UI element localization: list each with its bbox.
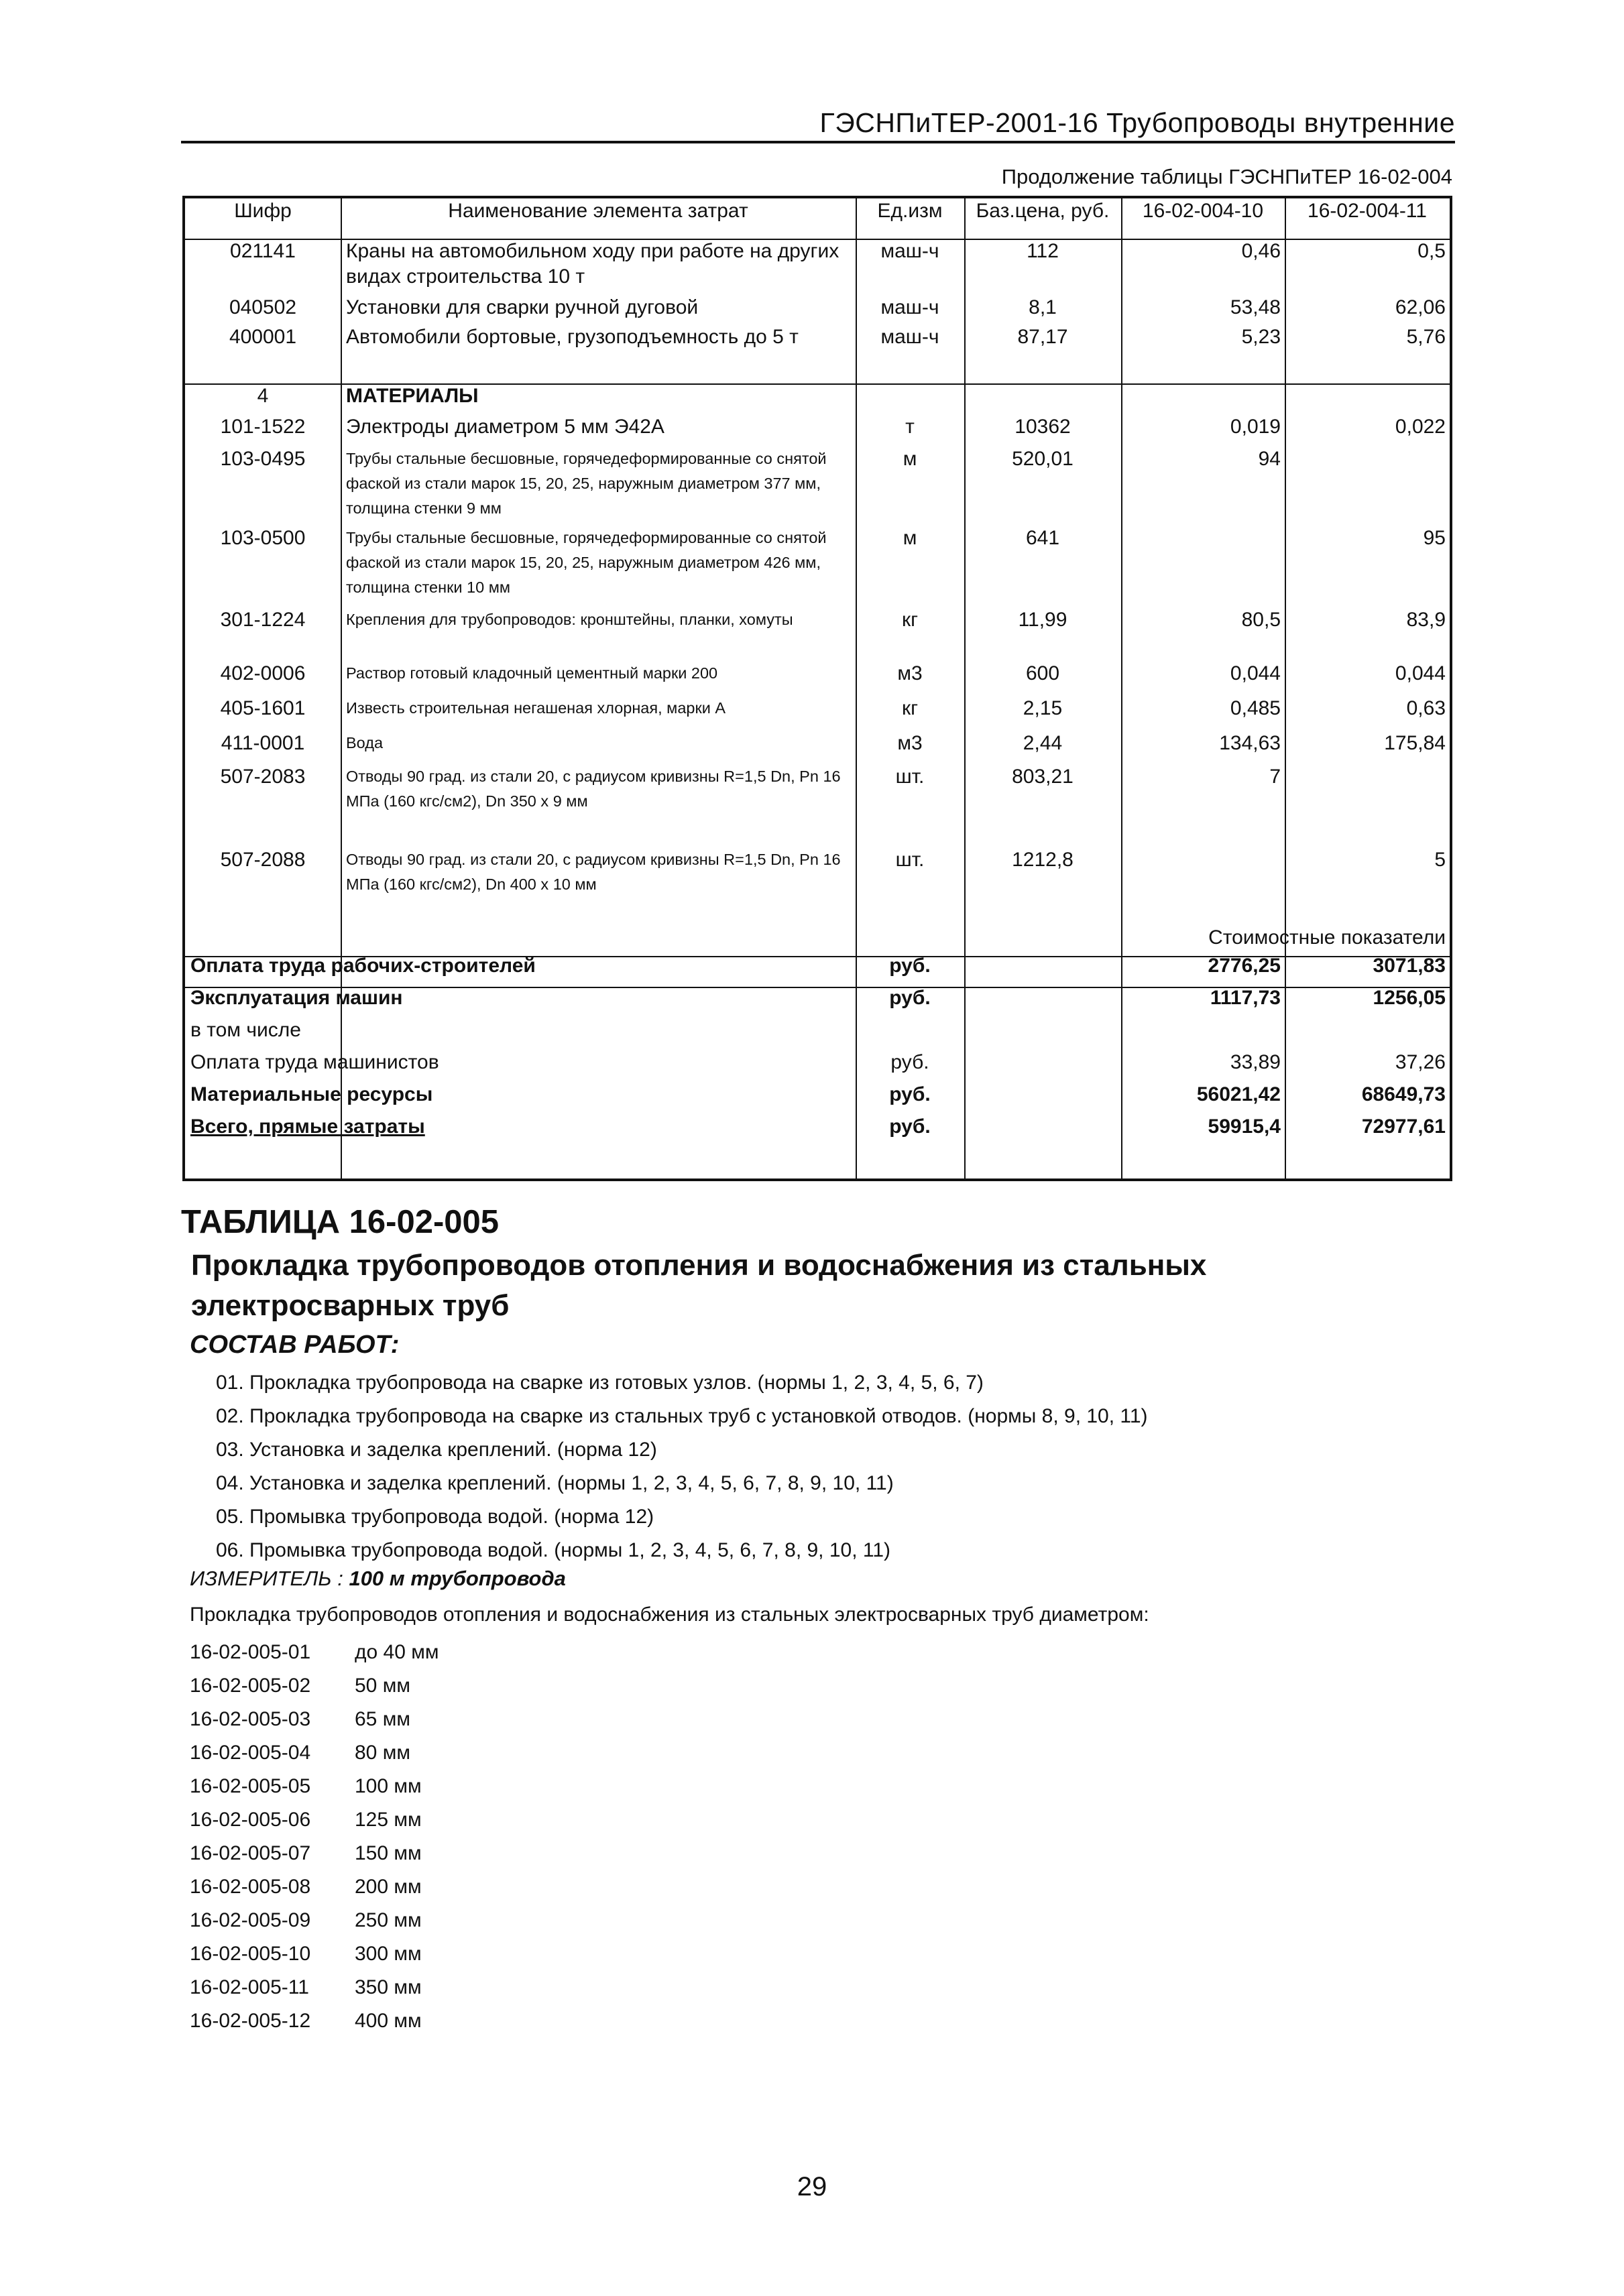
size-code: 16-02-005-02 — [190, 1675, 311, 1697]
cell-norm-10: 56021,42 — [1196, 1083, 1281, 1105]
size-code: 16-02-005-10 — [190, 1943, 311, 1965]
cost-row — [185, 1050, 1450, 1082]
cell-price: 10362 — [1014, 416, 1071, 438]
cell-unit: руб. — [889, 1115, 931, 1138]
cell-norm-10: 5,23 — [1241, 326, 1281, 348]
size-code: 16-02-005-09 — [190, 1909, 311, 1931]
cell-norm-10: 33,89 — [1230, 1051, 1281, 1073]
cell-norm-11: 37,26 — [1395, 1051, 1446, 1073]
cell-norm-11: 0,022 — [1395, 416, 1446, 438]
cell-norm-10: 0,044 — [1230, 662, 1281, 684]
cell-code: 103-0495 — [220, 448, 306, 470]
cell-norm-11: 0,5 — [1417, 240, 1446, 262]
col-header-name: Наименование элемента затрат — [448, 200, 748, 222]
material-row — [185, 731, 1450, 764]
cell-norm-11: 62,06 — [1395, 296, 1446, 318]
cost-label: Всего, прямые затраты — [190, 1115, 425, 1138]
cell-code: 301-1224 — [220, 609, 306, 631]
cost-label: Оплата труда машинистов — [190, 1051, 439, 1073]
spacer-row — [185, 365, 1450, 383]
cell-unit: маш-ч — [880, 326, 939, 348]
header-rule — [181, 141, 1455, 143]
cell-norm-11: 5,76 — [1406, 326, 1446, 348]
cost-row — [185, 1082, 1450, 1114]
cell-price: 803,21 — [1012, 766, 1074, 788]
cell-norm-11: 0,63 — [1406, 697, 1446, 719]
cell-price: 8,1 — [1029, 296, 1057, 318]
page-number: 29 — [797, 2172, 827, 2201]
sizes-intro: Прокладка трубопроводов отопления и водоснабжения из стальных электросварных труб диаметром: — [190, 1604, 1149, 1626]
size-row — [190, 1837, 439, 1870]
col-header-norm-11: 16-02-004-11 — [1308, 200, 1427, 222]
cell-code: 405-1601 — [220, 697, 306, 719]
cell-price: 87,17 — [1017, 326, 1068, 348]
cell-norm-11: 1256,05 — [1373, 987, 1446, 1009]
size-code: 16-02-005-06 — [190, 1809, 311, 1831]
size-value: 125 мм — [355, 1809, 422, 1831]
composition-title: СОСТАВ РАБОТ: — [190, 1331, 400, 1359]
cell-unit: руб. — [890, 1051, 929, 1073]
cell-norm-10: 2776,25 — [1208, 955, 1281, 977]
work-item: 01. Прокладка трубопровода на сварке из готовых узлов. (нормы 1, 2, 3, 4, 5, 6, 7) — [216, 1372, 984, 1394]
size-value: 50 мм — [355, 1675, 410, 1697]
cell-name: Установки для сварки ручной дуговой — [346, 296, 699, 318]
table-header-row — [185, 198, 1450, 239]
col-header-price: Баз.цена, руб. — [976, 200, 1110, 222]
cell-name — [341, 922, 856, 953]
size-row — [190, 1904, 439, 1937]
measure-unit — [190, 1567, 566, 1591]
size-value: 80 мм — [355, 1742, 410, 1764]
cell-price: 600 — [1025, 662, 1060, 684]
cell-price — [964, 383, 1121, 414]
cell-price — [964, 953, 1121, 985]
size-row — [190, 1803, 439, 1837]
cell-name: Отводы 90 град. из стали 20, с радиусом кривизны R=1,5 Dn, Pn 16 МПа (160 кгс/см2), Dn 400 x 10 мм — [346, 851, 841, 893]
cost-label: Материальные ресурсы — [190, 1083, 433, 1105]
cell-norm-11: 0,044 — [1395, 662, 1446, 684]
cell-price: 112 — [1027, 240, 1059, 262]
size-row — [190, 1770, 439, 1803]
cost-header-row — [185, 922, 1450, 953]
material-row — [185, 607, 1450, 661]
cell-norm-11 — [1285, 1018, 1450, 1050]
size-code: 16-02-005-04 — [190, 1742, 311, 1764]
table-grid — [185, 198, 1450, 1146]
size-code: 16-02-005-12 — [190, 2010, 311, 2032]
cell-name: Раствор готовый кладочный цементный марки 200 — [346, 664, 718, 682]
machine-row — [185, 239, 1450, 295]
cell-norm-10 — [1121, 526, 1285, 607]
cell-price — [964, 1082, 1121, 1114]
material-row — [185, 764, 1450, 847]
cell-norm-10: 0,46 — [1241, 240, 1281, 262]
cell-unit: кг — [901, 609, 919, 631]
size-row — [190, 1669, 439, 1703]
cost-row — [185, 985, 1450, 1018]
materials-header-row — [185, 383, 1450, 414]
cell-name: Трубы стальные бесшовные, горячедеформированные со снятой фаской из стали марок 15, 20, 25, наружным диаметром 426 мм, толщина стенки 10 мм — [346, 529, 827, 596]
size-code: 16-02-005-08 — [190, 1876, 311, 1898]
cell-norm-10: 59915,4 — [1208, 1115, 1281, 1138]
cost-label: Эксплуатация машин — [190, 987, 403, 1009]
material-row — [185, 446, 1450, 526]
cell-code: 507-2088 — [220, 849, 306, 871]
cell-price: 1212,8 — [1012, 849, 1074, 871]
cell-name: Вода — [346, 734, 384, 751]
cell-price: 11,99 — [1018, 609, 1067, 631]
cost-row — [185, 953, 1450, 985]
size-row — [190, 2004, 439, 2038]
cell-norm-11 — [1285, 383, 1450, 414]
machine-row — [185, 324, 1450, 365]
cell-code: 040502 — [229, 296, 297, 318]
material-row — [185, 696, 1450, 731]
size-row — [190, 1971, 439, 2004]
section-subtitle: Прокладка трубопроводов отопления и водоснабжения из стальных электросварных труб — [191, 1249, 1207, 1322]
cell-unit: маш-ч — [880, 240, 939, 262]
cell-norm-11: 5 — [1434, 849, 1446, 871]
cell-name: Краны на автомобильном ходу при работе на других видах строительства 10 т — [346, 240, 839, 288]
cell-norm-11: 175,84 — [1384, 732, 1446, 754]
cell-unit: руб. — [889, 1083, 931, 1105]
size-row — [190, 1937, 439, 1971]
size-value: 400 мм — [355, 2010, 422, 2032]
size-value: 350 мм — [355, 1976, 422, 1998]
cell-unit: м3 — [897, 662, 923, 684]
size-value: 200 мм — [355, 1876, 422, 1898]
cell-norm-10: 7 — [1269, 766, 1281, 788]
col-header-unit: Ед.изм — [877, 200, 943, 222]
cell-price — [964, 922, 1121, 953]
resource-table — [182, 196, 1452, 1181]
cell-unit: руб. — [889, 955, 931, 977]
cell-price: 641 — [1025, 527, 1060, 549]
cell-norm-10 — [1121, 1018, 1285, 1050]
cell-norm-11: 95 — [1423, 527, 1446, 549]
cell-unit — [856, 383, 964, 414]
cell-name: Отводы 90 град. из стали 20, с радиусом кривизны R=1,5 Dn, Pn 16 МПа (160 кгс/см2), Dn 350 x 9 мм — [346, 768, 841, 810]
cell-unit: т — [905, 416, 915, 438]
measure-label: ИЗМЕРИТЕЛЬ : — [190, 1567, 343, 1590]
work-item: 02. Прокладка трубопровода на сварке из стальных труб с установкой отводов. (нормы 8, 9, 10, 11) — [216, 1405, 1148, 1427]
cell-norm-10: 134,63 — [1219, 732, 1281, 754]
works-list — [216, 1366, 1148, 1567]
cell-norm-11 — [1285, 446, 1450, 526]
size-value: 65 мм — [355, 1708, 410, 1730]
sizes-list — [190, 1636, 439, 2038]
cell-name: Известь строительная негашеная хлорная, марки А — [346, 699, 726, 717]
work-item: 05. Промывка трубопровода водой. (норма 12) — [216, 1506, 654, 1528]
cell-code: 101-1522 — [220, 416, 306, 438]
cell-price — [964, 985, 1121, 1018]
cell-price: 2,15 — [1023, 697, 1063, 719]
size-code: 16-02-005-03 — [190, 1708, 311, 1730]
cell-price — [964, 1018, 1121, 1050]
size-row — [190, 1703, 439, 1736]
cell-unit: м3 — [897, 732, 923, 754]
cell-price — [964, 1050, 1121, 1082]
material-row — [185, 847, 1450, 922]
col-header-norm-10: 16-02-004-10 — [1142, 200, 1264, 222]
cost-row — [185, 1114, 1450, 1146]
cell-unit: руб. — [889, 987, 931, 1009]
work-item: 03. Установка и заделка креплений. (норма 12) — [216, 1439, 657, 1461]
material-row — [185, 526, 1450, 607]
cell-code: 021141 — [230, 240, 296, 262]
material-row — [185, 661, 1450, 696]
cell-norm-11 — [1285, 764, 1450, 847]
cell-norm-10: 80,5 — [1241, 609, 1281, 631]
cell-code: 103-0500 — [220, 527, 306, 549]
size-row — [190, 1870, 439, 1904]
cell-unit — [856, 1018, 964, 1050]
size-value: до 40 мм — [355, 1641, 439, 1663]
size-value: 300 мм — [355, 1943, 422, 1965]
work-item: 06. Промывка трубопровода водой. (нормы 1, 2, 3, 4, 5, 6, 7, 8, 9, 10, 11) — [216, 1539, 891, 1561]
cell-unit — [856, 922, 964, 953]
cell-norm-10: 0,019 — [1230, 416, 1281, 438]
cell-name: Трубы стальные бесшовные, горячедеформированные со снятой фаской из стали марок 15, 20, 25, наружным диаметром 377 мм, толщина стенки 9 мм — [346, 450, 827, 517]
cell-code: 402-0006 — [220, 662, 306, 684]
cell-code: 4 — [257, 385, 269, 407]
cell-unit: кг — [901, 697, 919, 719]
cell-norm-11: 68649,73 — [1361, 1083, 1446, 1105]
cost-label: Оплата труда рабочих-строителей — [190, 955, 536, 977]
cell-unit: шт. — [895, 766, 925, 788]
cell-norm-10: 94 — [1258, 448, 1281, 470]
cell-norm-10: 53,48 — [1230, 296, 1281, 318]
measure-value: 100 м трубопровода — [349, 1567, 566, 1590]
cell-norm-11: 83,9 — [1406, 609, 1446, 631]
cell-norm-10: 0,485 — [1230, 697, 1281, 719]
cell-code: 400001 — [229, 326, 297, 348]
col-header-code: Шифр — [234, 200, 292, 222]
cell-norm-10: 1117,73 — [1210, 987, 1281, 1009]
size-value: 100 мм — [355, 1775, 422, 1797]
section-title: ТАБЛИЦА 16-02-005 — [181, 1204, 500, 1240]
cell-price — [964, 1114, 1121, 1146]
work-item: 04. Установка и заделка креплений. (нормы 1, 2, 3, 4, 5, 6, 7, 8, 9, 10, 11) — [216, 1472, 894, 1494]
cell-name: Автомобили бортовые, грузоподъемность до 5 т — [346, 326, 799, 348]
cell-unit: маш-ч — [880, 296, 939, 318]
size-code: 16-02-005-01 — [190, 1641, 311, 1663]
size-code: 16-02-005-11 — [190, 1976, 309, 1998]
cell-unit: м — [903, 448, 917, 470]
cell-unit: шт. — [895, 849, 925, 871]
size-code: 16-02-005-05 — [190, 1775, 311, 1797]
machine-row — [185, 295, 1450, 324]
cell-name: Крепления для трубопроводов: кронштейны, планки, хомуты — [346, 611, 793, 628]
cost-row — [185, 1018, 1450, 1050]
cell-price: 520,01 — [1012, 448, 1074, 470]
size-row — [190, 1736, 439, 1770]
cell-code: 507-2083 — [220, 766, 306, 788]
cell-name: МАТЕРИАЛЫ — [346, 385, 479, 407]
cell-code — [185, 922, 341, 953]
cell-norm-11: 3071,83 — [1373, 955, 1446, 977]
size-value: 250 мм — [355, 1909, 422, 1931]
spacer-cell — [185, 365, 1450, 383]
material-row — [185, 414, 1450, 446]
cell-norm-10 — [1121, 383, 1285, 414]
size-value: 150 мм — [355, 1842, 422, 1864]
page-header: ГЭСНПиТЕР-2001-16 Трубопроводы внутренние — [819, 107, 1455, 138]
table-continuation-title: Продолжение таблицы ГЭСНПиТЕР 16-02-004 — [1001, 165, 1452, 188]
cell-name: Электроды диаметром 5 мм Э42А — [346, 416, 664, 438]
cell-code: 411-0001 — [221, 732, 305, 754]
cell-norm-10 — [1121, 847, 1285, 922]
cell-unit: м — [903, 527, 917, 549]
size-row — [190, 1636, 439, 1669]
cell-norm-11: 72977,61 — [1361, 1115, 1446, 1138]
cell-price: 2,44 — [1023, 732, 1063, 754]
size-code: 16-02-005-07 — [190, 1842, 311, 1864]
cost-label: в том числе — [190, 1019, 301, 1041]
cost-header: Стоимостные показатели — [1208, 926, 1446, 949]
